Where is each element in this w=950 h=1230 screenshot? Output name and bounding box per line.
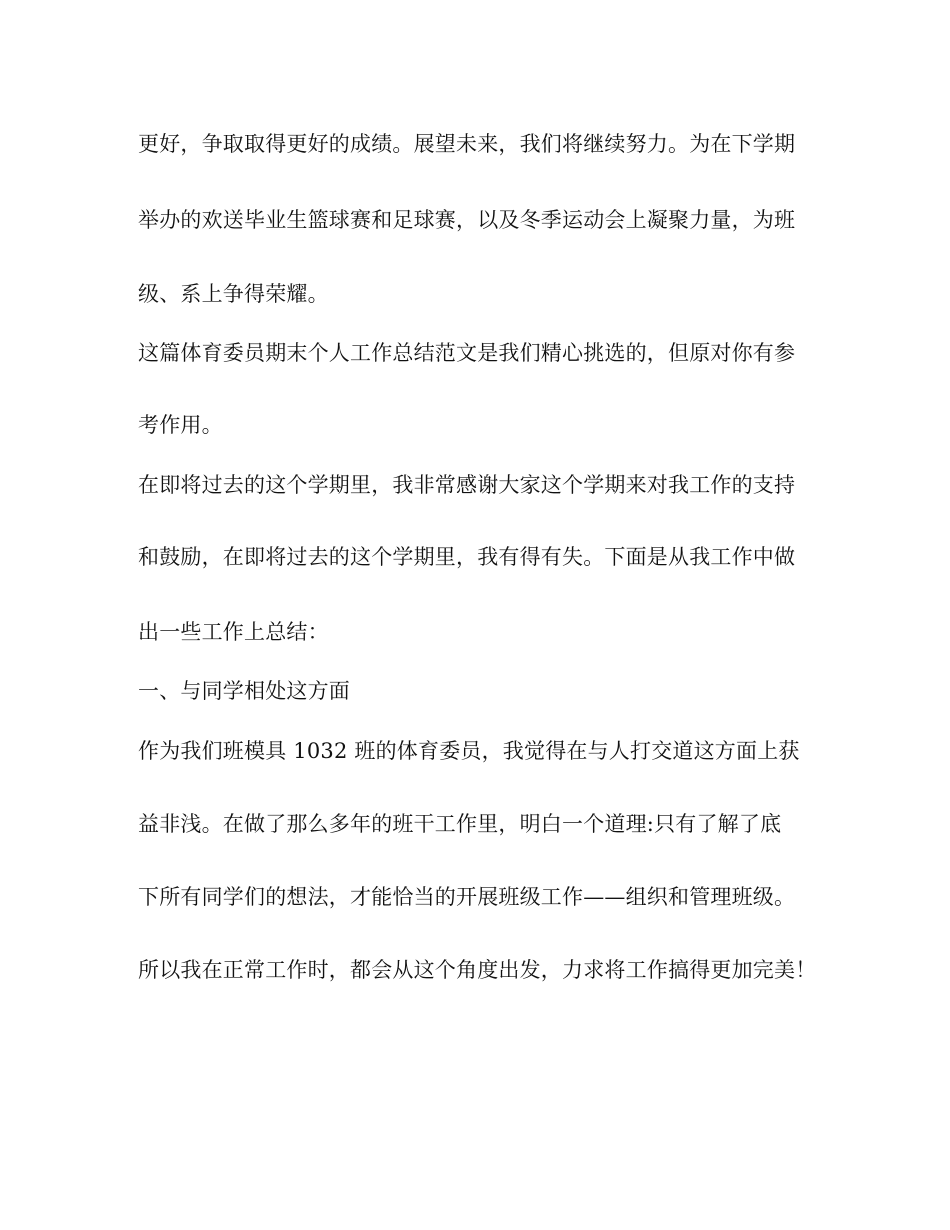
text-line: 益非浅。在做了那么多年的班干工作里，明白一个道理:只有了解了底 xyxy=(138,812,782,836)
text-line: 所以我在正常工作时，都会从这个角度出发，力求将工作搞得更加完美！ xyxy=(138,958,817,982)
text-line: 和鼓励，在即将过去的这个学期里，我有得有失。下面是从我工作中做 xyxy=(138,545,796,569)
section-heading: 一、与同学相处这方面 xyxy=(138,679,350,703)
text-line: 考作用。 xyxy=(138,413,223,437)
text-line: 更好，争取取得更好的成绩。展望未来，我们将继续努力。为在下学期 xyxy=(138,132,796,156)
text-line: 级、系上争得荣耀。 xyxy=(138,282,329,306)
text-line: 举办的欢送毕业生篮球赛和足球赛，以及冬季运动会上凝聚力量，为班 xyxy=(138,208,796,232)
text-line: 在即将过去的这个学期里，我非常感谢大家这个学期来对我工作的支持 xyxy=(138,473,796,497)
text-line: 下所有同学们的想法，才能恰当的开展班级工作——组织和管理班级。 xyxy=(138,885,796,909)
text-line: 这篇体育委员期末个人工作总结范文是我们精心挑选的，但原对你有参 xyxy=(138,341,796,365)
text-line: 作为我们班模具 1032 班的体育委员，我觉得在与人打交道这方面上获 xyxy=(138,739,800,763)
text-line: 出一些工作上总结： xyxy=(138,620,329,644)
